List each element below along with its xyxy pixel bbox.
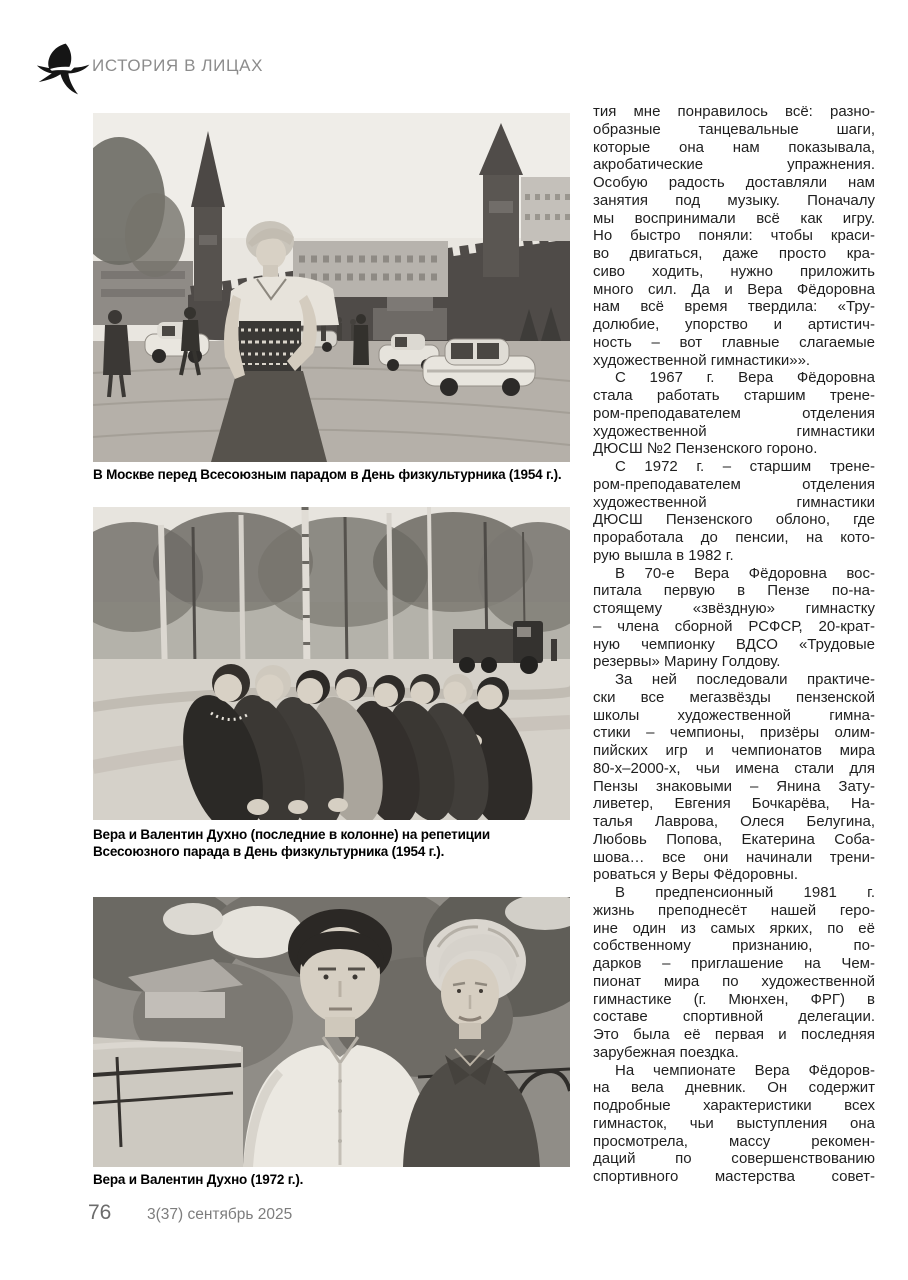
article-line: образные танцевальные шаги, [593, 120, 875, 138]
article-line: сиво ходить, нужно приложить [593, 262, 875, 280]
article-line: подробные характеристики всех [593, 1097, 875, 1114]
article-line: С 1967 г. Вера Фёдоровна [615, 369, 875, 387]
article-line: ски все мегазвёзды пензенской [593, 688, 875, 706]
article-line: В 70-е Вера Фёдоровна вос- [615, 564, 875, 582]
article-line: стала работать старшим трене- [593, 387, 875, 404]
article-line: дарков – приглашение на Чем- [593, 955, 875, 972]
article-line: С 1972 г. – старшим трене- [615, 458, 875, 475]
article-line: нам всё время твердила: «Тру- [593, 298, 875, 316]
article-line: стоящему «звёздную» гимнастку [593, 600, 875, 617]
article-line: жизнь преподнесёт нашей геро- [593, 901, 875, 919]
article-line: зарубежная поездка. [593, 1043, 739, 1061]
article-line: школы художественной гимна- [593, 706, 875, 724]
article-line: гимнастике (г. Мюнхен, ФРГ) в [593, 990, 875, 1008]
article-line: много сил. Да и Вера Фёдоровна [593, 280, 875, 298]
article-line: ДЮСШ Пензенского облоно, где [593, 511, 875, 529]
article-line: пийских игр и чемпионатов мира [593, 742, 875, 759]
page-number: 76 [88, 1201, 112, 1224]
article-line: роваться у Веры Фёдоровны. [593, 866, 799, 884]
photo-block-rehearsal-1954 [93, 507, 570, 860]
article-line: Любовь Попова, Екатерина Соба- [593, 830, 875, 848]
article-line: просмотрела, массу рекомен- [593, 1132, 875, 1150]
article-line: ность – вот главные слагаемые [593, 333, 875, 351]
photo-block-red-square-1954 [93, 113, 570, 483]
article-line: долюбие, упорство и артистич- [593, 316, 875, 333]
article-line: собственному признанию, по- [593, 937, 875, 955]
article-column [593, 103, 875, 1186]
article-line: ине один из самых ярких, по её [593, 919, 875, 937]
photo-block-couple-1972 [93, 897, 570, 1188]
photo-caption: Вера и Валентин Духно (последние в колонне) на репетиции Всесоюзного парада в День физкультурника (1954 г.). [93, 827, 490, 859]
article-line: даций по совершенствованию [593, 1150, 875, 1168]
article-line: рую вышла в 1982 г. [593, 546, 734, 564]
article-line: 80-х–2000-х, чьи имена стали для [593, 759, 875, 777]
article-line: Пензы знаковыми – Янина Зату- [593, 777, 875, 795]
article-line: В предпенсионный 1981 г. [615, 884, 875, 901]
article-line: Но быстро поняли: чтобы краси- [593, 227, 875, 245]
article-line: спортивного мастерства совет- [593, 1168, 875, 1185]
article-line: пионат мира по художественной [593, 972, 875, 990]
photo-caption: В Москве перед Всесоюзным парадом в День физкультурника (1954 г.). [93, 467, 562, 482]
article-line: талья Лаврова, Олеся Белугина, [593, 813, 875, 830]
article-line: шова… все они начинали трени- [593, 848, 875, 866]
photo-caption: Вера и Валентин Духно (1972 г.). [93, 1172, 304, 1187]
photo-rehearsal-column-1954 [93, 507, 570, 820]
article-line: которые она нам показывала, [593, 138, 875, 156]
article-line: ром-преподавателем отделения [593, 404, 875, 422]
article-line: За ней последовали практиче- [615, 671, 875, 688]
article-line: стики – чемпионы, призёры олим- [593, 724, 875, 742]
article-line: художественной гимнастики [593, 422, 875, 440]
article-line: гимнасток, чьи выступления она [593, 1114, 875, 1132]
article-line: Особую радость доставляли нам [593, 174, 875, 191]
article-line: – члена сборной РСФСР, 20-крат- [593, 617, 875, 635]
article-line: ную чемпионку ВДСО «Трудовые [593, 635, 875, 653]
article-line: питала первую в Пензе по-на- [593, 582, 875, 600]
article-line: Это была её первая и последняя [593, 1026, 875, 1043]
article-line: На чемпионате Вера Фёдоров- [615, 1061, 875, 1079]
article-line: акробатические упражнения. [593, 156, 875, 174]
article-line: составе спортивной делегации. [593, 1008, 875, 1026]
section-title: ИСТОРИЯ В ЛИЦАХ [92, 56, 264, 75]
photo-red-square-1954 [93, 113, 570, 462]
article-line: тия мне понравилось всё: разно- [593, 103, 875, 120]
article-line: проработала до пенсии, на кото- [593, 529, 875, 546]
article-line: резервы» Марину Голдову. [593, 653, 781, 671]
article-line: мы воспринимали всё как игру. [593, 209, 875, 227]
article-line: художественной гимнастики [593, 493, 875, 511]
article-line: ДЮСШ №2 Пензенского гороно. [593, 440, 818, 458]
article-line: на вела дневник. Он содержит [593, 1079, 875, 1097]
issue-label: 3(37) сентябрь 2025 [147, 1206, 293, 1223]
swallow-icon [36, 40, 92, 98]
article-line: ром-преподавателем отделения [593, 475, 875, 493]
article-line: ливетер, Евгения Бочкарёва, На- [593, 795, 875, 813]
photo-couple-1972 [93, 897, 570, 1167]
article-line: занятия под музыку. Поначалу [593, 191, 875, 209]
article-line: художественной гимнастики»». [593, 351, 811, 369]
article-line: во двигаться, даже просто кра- [593, 245, 875, 262]
